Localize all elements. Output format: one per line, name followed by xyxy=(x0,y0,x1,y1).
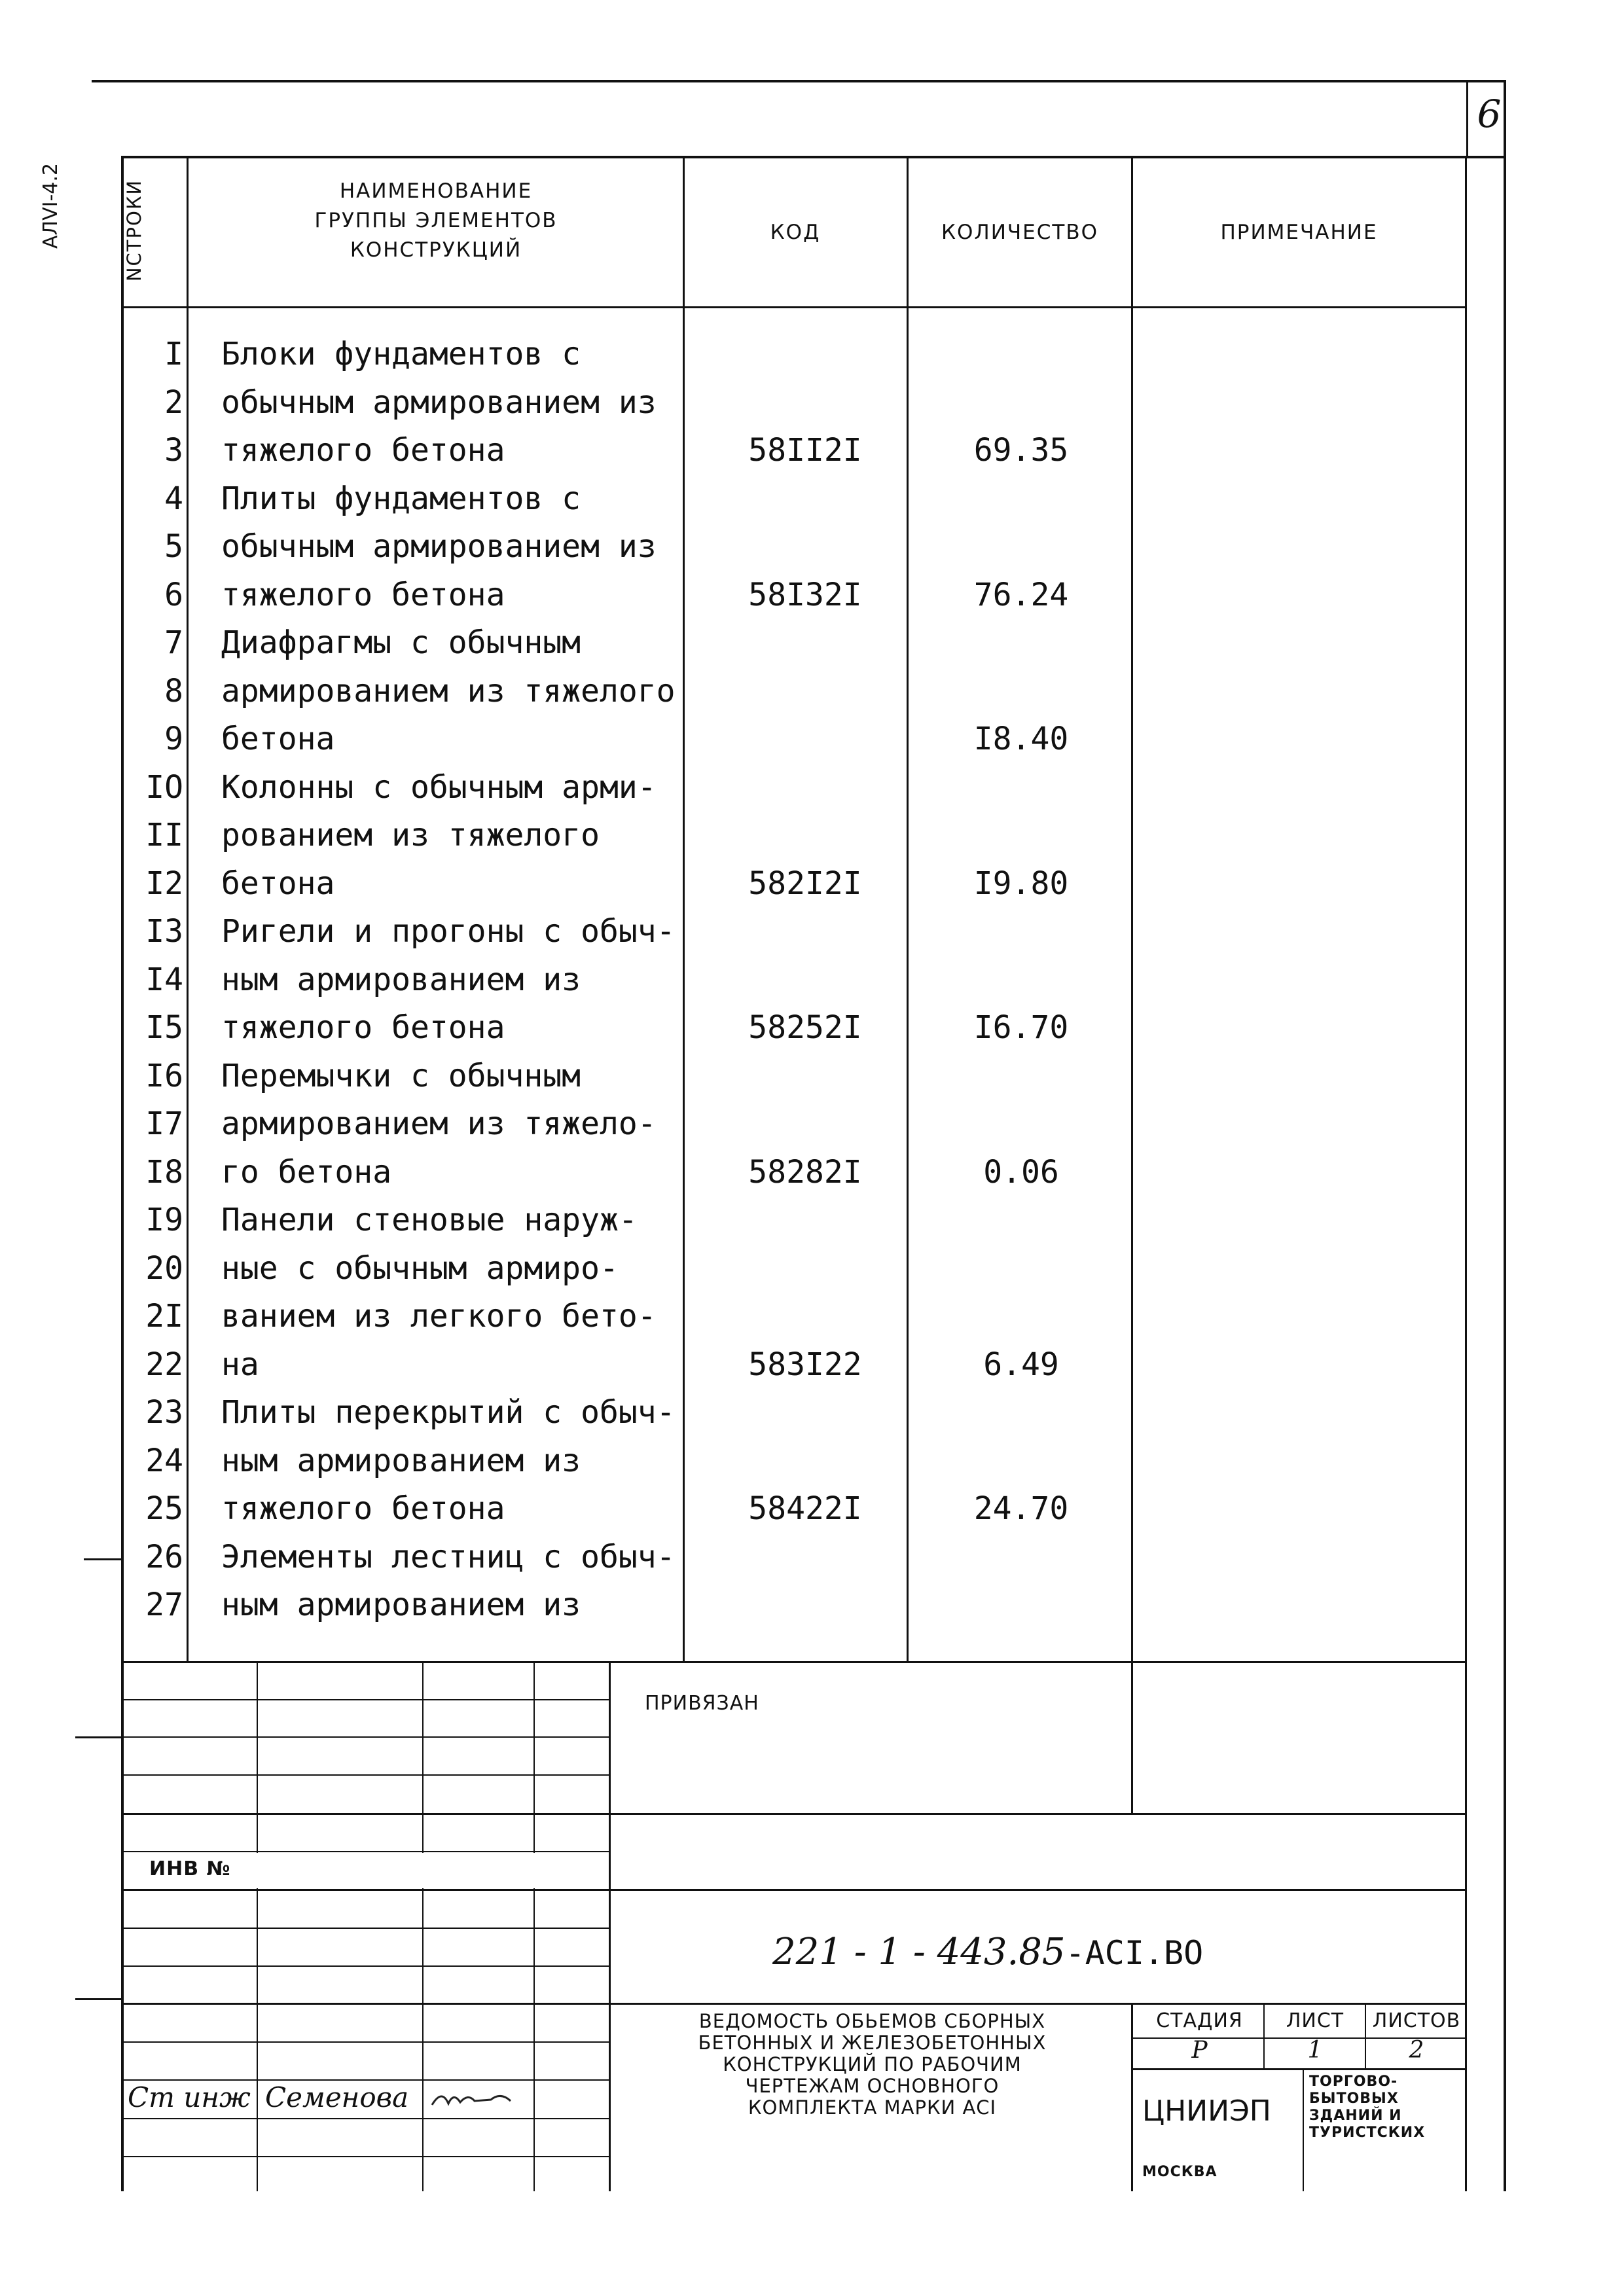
header-name-line-2: ГРУППЫ ЭЛЕМЕНТОВ xyxy=(314,209,558,232)
row-number: 3 xyxy=(164,432,183,469)
row-number: 7 xyxy=(164,624,183,661)
row-name: Элементы лестниц с обыч- xyxy=(221,1538,676,1575)
row-code: 582I2I xyxy=(748,865,862,902)
doc-description-line-5: КОМПЛЕКТА МАРКИ АСI xyxy=(748,2096,997,2119)
sheet-value: 1 xyxy=(1307,2037,1323,2064)
col-sep-code xyxy=(907,156,909,1661)
tb-left-h12 xyxy=(121,2118,609,2119)
sheet-number: 6 xyxy=(1477,92,1502,136)
row-number: I6 xyxy=(145,1057,183,1094)
tb-left-h5 xyxy=(121,1851,609,1852)
row-number: 8 xyxy=(164,672,183,709)
row-number: I8 xyxy=(145,1153,183,1191)
tb-stage-v2 xyxy=(1365,2003,1366,2070)
row-code: 58II2I xyxy=(748,432,862,469)
row-number: 5 xyxy=(164,528,183,565)
row-name: армированием из тяжелого xyxy=(221,672,676,709)
row-quantity: I9.80 xyxy=(973,865,1069,902)
row-name: Ригели и прогоны с обыч- xyxy=(221,913,676,950)
row-quantity: 6.49 xyxy=(983,1346,1059,1383)
row-number: I xyxy=(164,336,183,372)
org-description xyxy=(1309,2073,1425,2142)
tb-stage-sep xyxy=(1131,2003,1133,2191)
margin-tick-3 xyxy=(75,1998,123,2000)
signer-name: Семенова xyxy=(265,2081,409,2113)
row-name: ным армированием из xyxy=(221,1442,581,1479)
right-border xyxy=(1504,80,1506,2191)
tb-top xyxy=(121,1661,1466,1663)
row-quantity: I8.40 xyxy=(973,721,1069,757)
margin-tick-1 xyxy=(84,1558,123,1560)
row-name: Блоки фундаментов с xyxy=(221,336,581,372)
row-number: 6 xyxy=(164,576,183,613)
row-name: на xyxy=(221,1346,259,1383)
row-code: 58252I xyxy=(748,1009,862,1046)
row-quantity: 76.24 xyxy=(973,576,1069,613)
row-name: Плиты фундаментов с xyxy=(221,480,581,517)
tb-left-h10 xyxy=(121,2041,609,2043)
tb-stage-h2 xyxy=(1131,2068,1466,2070)
privyazan-label: ПРИВЯЗАН xyxy=(645,1692,759,1715)
row-name: Перемычки с обычным xyxy=(221,1057,581,1094)
org-city: МОСКВА xyxy=(1142,2164,1218,2180)
table-top xyxy=(121,156,1506,158)
org-description-line-4: ТУРИСТСКИХ xyxy=(1309,2125,1426,2141)
doc-code-handwritten: 221 - 1 - 443.85 xyxy=(772,1931,1066,1973)
org-name: ЦНИИЭП xyxy=(1142,2094,1271,2128)
tb-left-h6 xyxy=(121,1889,1466,1891)
row-name: рованием из тяжелого xyxy=(221,817,600,853)
margin-tick-2 xyxy=(75,1736,123,1738)
doc-description-line-3: КОНСТРУКЦИЙ ПО РАБОЧИМ xyxy=(723,2053,1022,2075)
stage-label: СТАДИЯ xyxy=(1156,2009,1243,2032)
tb-left-v2 xyxy=(422,1661,424,2191)
tb-stage-v1 xyxy=(1263,2003,1265,2070)
row-number: II xyxy=(145,817,183,853)
row-number: I2 xyxy=(145,865,183,902)
row-number: 27 xyxy=(145,1587,183,1623)
stage-value: Р xyxy=(1191,2037,1208,2064)
row-number: I3 xyxy=(145,913,183,950)
header-name xyxy=(190,177,682,265)
header-note: ПРИМЕЧАНИЕ xyxy=(1220,221,1378,244)
row-number: 24 xyxy=(145,1442,183,1479)
doc-code xyxy=(772,1931,1203,1973)
row-name: обычным армированием из xyxy=(221,528,657,565)
header-code: КОД xyxy=(770,221,821,244)
row-quantity: I6.70 xyxy=(973,1009,1069,1046)
row-name: ные с обычным армиро- xyxy=(221,1249,619,1287)
tb-left-h13 xyxy=(121,2156,609,2157)
row-code: 58I32I xyxy=(748,576,862,613)
col-sep-qty xyxy=(1131,156,1133,1661)
tb-left-h1 xyxy=(121,1699,609,1700)
row-name: тяжелого бетона xyxy=(221,576,505,613)
row-name: тяжелого бетона xyxy=(221,432,505,469)
top-border xyxy=(92,80,1506,82)
row-number: IO xyxy=(145,768,183,806)
doc-code-typed: -ACI.BO xyxy=(1065,1934,1204,1972)
row-name: бетона xyxy=(221,721,335,757)
row-number: I7 xyxy=(145,1105,183,1142)
row-number: 2 xyxy=(164,384,183,421)
tb-left-h2 xyxy=(121,1736,609,1738)
side-label: АЛVI-4.2 xyxy=(39,163,62,249)
org-description-line-2: БЫТОВЫХ xyxy=(1309,2090,1399,2107)
row-number: 4 xyxy=(164,480,183,517)
row-number: 26 xyxy=(145,1538,183,1575)
row-name: го бетона xyxy=(221,1153,392,1191)
inv-label: ИНВ № xyxy=(149,1857,231,1880)
row-number: I4 xyxy=(145,961,183,998)
header-name-line-3: КОНСТРУКЦИЙ xyxy=(350,238,522,262)
col-sep-name xyxy=(683,156,685,1661)
row-name: тяжелого бетона xyxy=(221,1490,505,1527)
row-number: I5 xyxy=(145,1009,183,1046)
tb-left-h11 xyxy=(121,2079,609,2081)
tb-left-h8 xyxy=(121,1965,609,1967)
header-qty: КОЛИЧЕСТВО xyxy=(941,221,1098,244)
row-number: 23 xyxy=(145,1394,183,1431)
row-quantity: 0.06 xyxy=(983,1153,1059,1191)
tb-org-v xyxy=(1303,2068,1304,2191)
inner-right-border xyxy=(1465,156,1467,2191)
org-description-line-3: ЗДАНИЙ И xyxy=(1309,2108,1402,2124)
doc-description-line-4: ЧЕРТЕЖАМ ОСНОВНОГО xyxy=(745,2075,1000,2097)
row-name: ным армированием из xyxy=(221,961,581,998)
col-sep-num xyxy=(187,156,189,1661)
row-number: 22 xyxy=(145,1346,183,1383)
row-number: 9 xyxy=(164,721,183,757)
row-code: 58282I xyxy=(748,1153,862,1191)
doc-description-line-2: БЕТОННЫХ И ЖЕЛЕЗОБЕТОННЫХ xyxy=(698,2032,1047,2054)
row-number: I9 xyxy=(145,1202,183,1238)
doc-description-line-1: ВЕДОМОСТЬ ОБЬЕМОВ СБОРНЫХ xyxy=(698,2010,1046,2032)
row-quantity: 69.35 xyxy=(973,432,1069,469)
org-description-line-1: ТОРГОВО- xyxy=(1309,2073,1398,2090)
row-name: обычным армированием из xyxy=(221,384,657,421)
tb-left-h7 xyxy=(121,1928,609,1929)
row-name: Плиты перекрытий с обыч- xyxy=(221,1394,676,1431)
sheet-label: ЛИСТ xyxy=(1286,2009,1344,2032)
row-code: 583I22 xyxy=(748,1346,862,1383)
row-name: ным армированием из xyxy=(221,1587,581,1623)
row-quantity: 24.70 xyxy=(973,1490,1069,1527)
tb-left-h3 xyxy=(121,1774,609,1776)
row-name: ванием из легкого бето- xyxy=(221,1298,657,1335)
sheet-no-box-left xyxy=(1466,80,1468,157)
signer-role: Ст инж xyxy=(128,2081,251,2113)
signature-mark xyxy=(429,2085,527,2111)
row-name: бетона xyxy=(221,865,335,902)
header-name-line-1: НАИМЕНОВАНИЕ xyxy=(339,179,533,203)
sheets-value: 2 xyxy=(1409,2037,1424,2064)
row-name: тяжелого бетона xyxy=(221,1009,505,1046)
row-code: 58422I xyxy=(748,1490,862,1527)
tb-left-v1 xyxy=(257,1661,258,2191)
signature-svg xyxy=(429,2085,527,2111)
tb-left-v4 xyxy=(609,1661,611,2191)
doc-description xyxy=(619,2011,1126,2119)
row-name: Панели стеновые наруж- xyxy=(221,1202,638,1238)
row-number: 20 xyxy=(145,1249,183,1287)
header-bottom xyxy=(121,306,1466,308)
row-number: 2I xyxy=(145,1298,183,1335)
row-name: Колонны с обычным арми- xyxy=(221,768,657,806)
header-num: NСТРОКИ xyxy=(123,179,145,282)
tb-left-h4 xyxy=(121,1813,1466,1815)
row-name: Диафрагмы с обычным xyxy=(221,624,581,661)
sheets-label: ЛИСТОВ xyxy=(1372,2009,1461,2032)
row-name: армированием из тяжело- xyxy=(221,1105,657,1142)
tb-left-v3 xyxy=(533,1661,535,2191)
row-number: 25 xyxy=(145,1490,183,1527)
tb-privyazan-sep xyxy=(1131,1661,1133,1813)
